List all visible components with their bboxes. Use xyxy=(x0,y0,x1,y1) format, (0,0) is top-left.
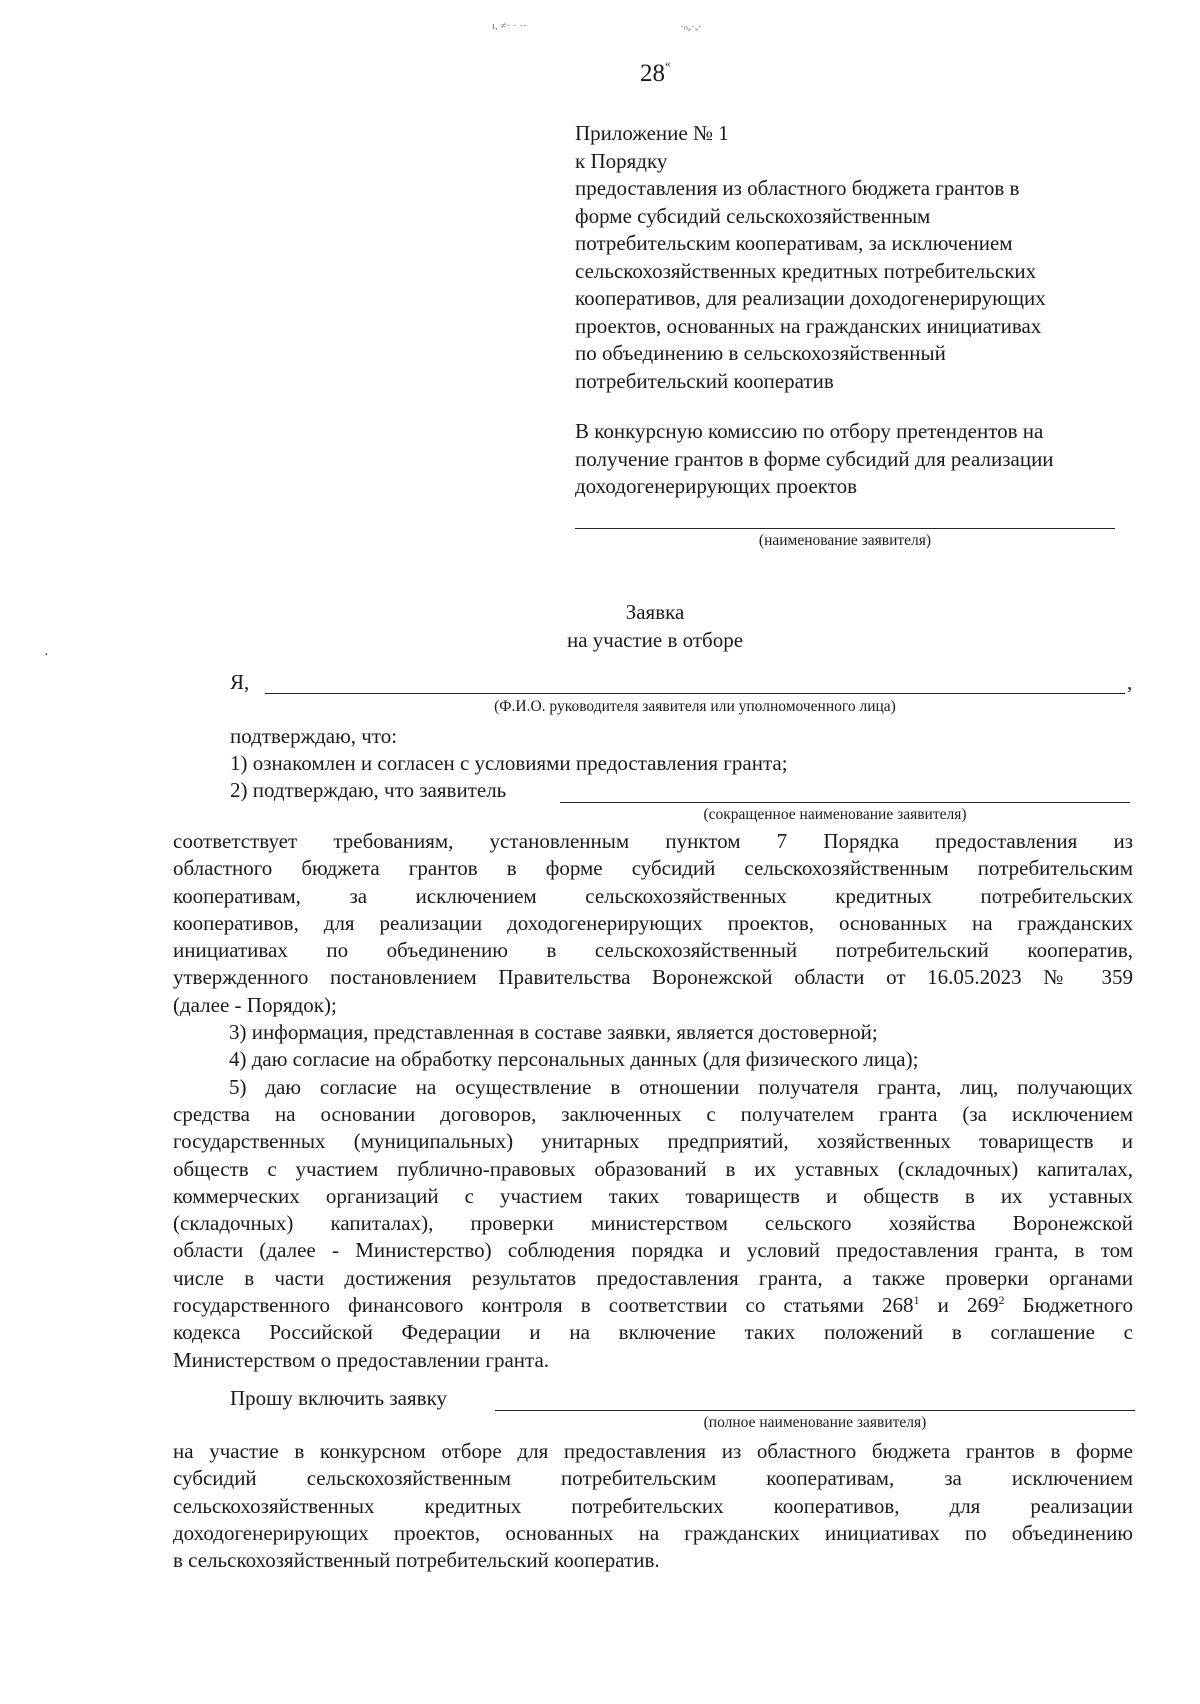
item-5-line: области (далее - Министерство) соблюдения порядка и условий предоставления гранта, в том xyxy=(173,1238,1133,1263)
appendix-line: по объединению в сельскохозяйственный xyxy=(575,341,946,365)
item-5-line-with-superscripts xyxy=(173,1292,1133,1319)
fio-caption: (Ф.И.О. руководителя заявителя или уполномоченного лица) xyxy=(494,698,896,715)
item-5-line: государственных (муниципальных) унитарных предприятий, хозяйственных товариществ и xyxy=(173,1129,1133,1154)
page-number-value: 28 xyxy=(640,60,665,87)
appendix-line: потребительским кооперативам, за исключением xyxy=(575,231,1013,255)
final-paragraph-line: на участие в конкурсном отборе для предоставления из областного бюджета грантов в форме xyxy=(173,1439,1133,1463)
paragraph-requirements xyxy=(173,828,1133,1374)
short-name-field[interactable] xyxy=(560,802,1130,803)
paragraph-line: утвержденного постановлением Правительства Воронежской области от 16.05.2023 № 359 xyxy=(173,965,1133,990)
scan-dot: · xyxy=(44,648,49,663)
scan-noise-left: ı, ≠· · ·· xyxy=(492,20,527,32)
article-superscript-2: 2 xyxy=(998,1293,1005,1308)
paragraph-line: инициативах по объединению в сельскохозяйственный потребительский кооператив, xyxy=(173,938,1133,963)
page-number xyxy=(640,58,671,88)
document-subtitle: на участие в отборе xyxy=(566,628,744,652)
item-2-label: 2) подтверждаю, что заявитель xyxy=(230,778,507,802)
appendix-line: сельскохозяйственных кредитных потребительских xyxy=(575,258,1037,283)
applicant-name-field[interactable] xyxy=(575,528,1115,529)
appendix-line: форме субсидий сельскохозяйственным xyxy=(575,203,931,228)
paragraph-line: кооперативам, за исключением сельскохозяйственных кредитных потребительских xyxy=(173,883,1133,908)
item-1: 1) ознакомлен и согласен с условиями предоставления гранта; xyxy=(230,751,788,775)
full-name-caption: (полное наименование заявителя) xyxy=(703,1414,927,1431)
i-label: Я, xyxy=(230,670,250,694)
item-5-line: средства на основании договоров, заключенных с получателем гранта (за исключением xyxy=(173,1101,1133,1126)
scan-noise-right: ·ₙₐ·ₓ· xyxy=(680,21,702,33)
item-5-line: числе в части достижения результатов предоставления гранта, а также проверки органами xyxy=(173,1265,1133,1290)
item-5-text: государственного финансового контроля в соответствии со статьями 268 xyxy=(173,1293,914,1318)
i-comma: , xyxy=(1127,670,1133,694)
addressee-line: доходогенерирующих проектов xyxy=(575,474,858,498)
appendix-line: предоставления из областного бюджета грантов в xyxy=(575,176,1020,200)
appendix-line: Приложение № 1 xyxy=(575,121,729,145)
item-5-line: кодекса Российской Федерации и на включение таких положений в соглашение с xyxy=(173,1320,1133,1345)
final-paragraph-line: доходогенерирующих проектов, основанных на гражданских инициативах по объединению xyxy=(173,1520,1133,1545)
item-5-line: Министерством о предоставлении гранта. xyxy=(173,1347,550,1372)
item-5-line: (складочных) капиталах), проверки министерством сельского хозяйства Воронежской xyxy=(173,1211,1133,1236)
full-name-field[interactable] xyxy=(495,1410,1135,1411)
short-name-caption: (сокращенное наименование заявителя) xyxy=(703,806,967,823)
item-5-line: коммерческих организаций с участием таких товариществ и обществ в их уставных xyxy=(173,1183,1133,1208)
item-5-text: и 269 xyxy=(919,1293,999,1318)
appendix-line: проектов, основанных на гражданских инициативах xyxy=(575,313,1042,338)
item-5-line: обществ с участием публично-правовых образований в их уставных (складочных) капиталах, xyxy=(173,1156,1133,1181)
document-title: Заявка xyxy=(625,600,685,624)
item-5-text: Бюджетного xyxy=(1004,1293,1133,1318)
paragraph-line: соответствует требованиям, установленным пунктом 7 Порядка предоставления из xyxy=(173,829,1133,853)
appendix-line: кооперативов, для реализации доходогенерирующих xyxy=(575,286,1046,310)
final-paragraph-line: субсидий сельскохозяйственным потребительским кооперативам, за исключением xyxy=(173,1466,1133,1491)
appendix-line: потребительский кооператив xyxy=(575,368,834,393)
appendix-line: к Порядку xyxy=(575,148,668,173)
item-5-line: 5) даю согласие на осуществление в отношении получателя гранта, лиц, получающих xyxy=(229,1074,1133,1099)
paragraph-line: областного бюджета грантов в форме субсидий сельскохозяйственным потребительским xyxy=(173,856,1133,881)
article-superscript-1: 1 xyxy=(913,1293,920,1308)
applicant-name-caption: (наименование заявителя) xyxy=(758,532,932,549)
addressee-line: В конкурсную комиссию по отбору претендентов на xyxy=(575,419,1044,443)
final-paragraph-line: в сельскохозяйственный потребительский кооператив. xyxy=(173,1548,660,1573)
paragraph-line: (далее - Порядок); xyxy=(173,992,337,1017)
fio-field[interactable] xyxy=(265,693,1125,694)
final-paragraph-line: сельскохозяйственных кредитных потребительских кооперативов, для реализации xyxy=(173,1493,1133,1518)
appendix-header xyxy=(575,120,1135,395)
paragraph-line: кооперативов, для реализации доходогенерирующих проектов, основанных на гражданских xyxy=(173,910,1133,935)
request-label: Прошу включить заявку xyxy=(230,1386,447,1410)
final-paragraph xyxy=(173,1438,1133,1574)
addressee-block xyxy=(575,418,1145,501)
page-number-mark: « xyxy=(665,58,671,70)
addressee-line: получение грантов в форме субсидий для реализации xyxy=(575,446,1054,471)
item-4: 4) даю согласие на обработку персональных данных (для физического лица); xyxy=(229,1047,919,1072)
confirm-line: подтверждаю, что: xyxy=(230,724,398,748)
item-3: 3) информация, представленная в составе заявки, является достоверной; xyxy=(229,1020,878,1045)
